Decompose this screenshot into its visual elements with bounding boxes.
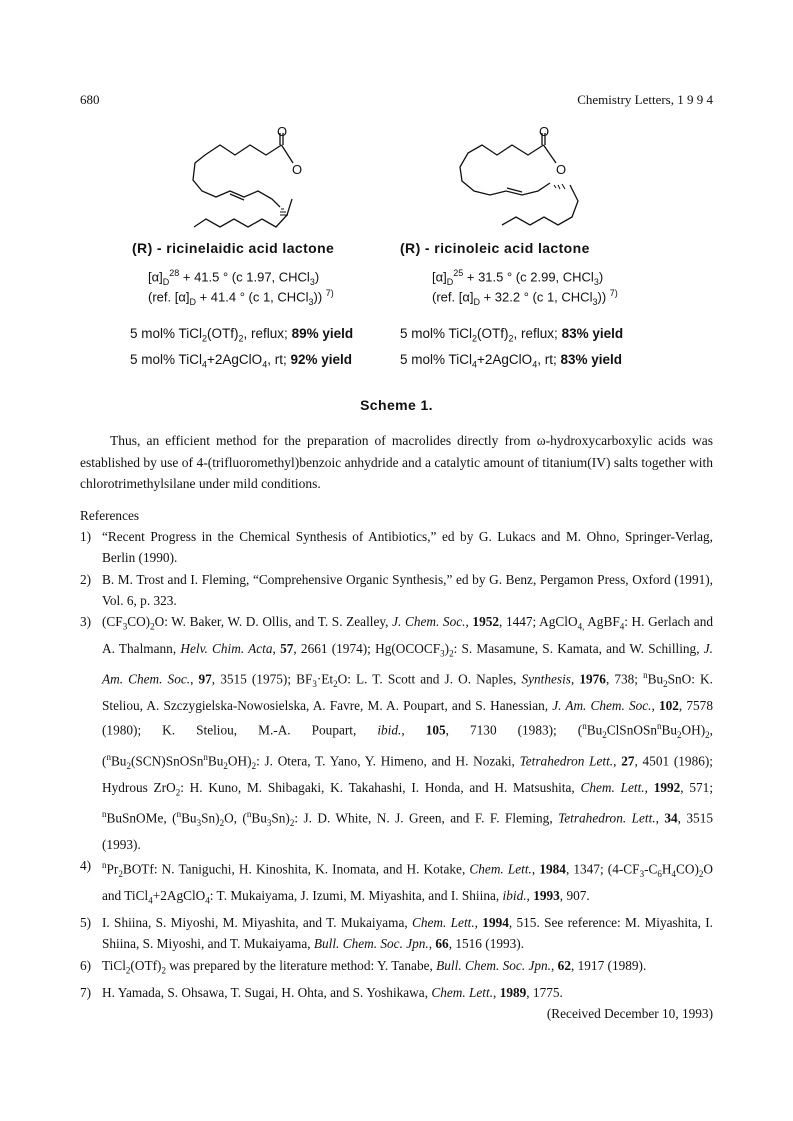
right-compound-name: (R) - ricinoleic acid lactone	[400, 240, 590, 256]
right-rotation: $[\alpha]_D^{25} + 31.5$ ° (c 2.99, CHCl$_3$)	[432, 268, 604, 287]
scheme-caption: Scheme 1.	[360, 397, 433, 413]
references-title: References	[80, 508, 140, 523]
conclusion-paragraph: Thus, an efficient method for the preparation of macrolides directly from ω-hydroxycarboxylic acids was established by use of 4-(trifluoromethyl)benzoic anhydride and a catalytic amount of titanium(IV) salts together with chlorotrimethylsilane under mild conditions.	[80, 433, 713, 491]
journal-running-head: Chemistry Letters, 1 9 9 4	[577, 92, 713, 107]
ricinelaidic-lactone-structure	[180, 125, 340, 235]
reference-item: 4) $^nPr_2BOTf$: N. Taniguchi, H. Kinoshita, K. Inomata, and H. Kotake, Chem. Lett., 1984, 1347; $(4-CF_3-C_6H_4CO)_2O$ and TiCl$_4$+2AgClO$_4$: T. Mukaiyama, J. Izumi, M. Miyashita, and I. Shiina, ibid., 1993, 907.	[80, 858, 713, 907]
right-condition-1: 5 mol% $TiCl_2(OTf)_2$, reflux; 83% yield	[400, 326, 624, 344]
ricinoleic-lactone-structure	[450, 125, 610, 235]
left-reference: (ref. $[\alpha]_D + 41.4$ ° (c 1, CHCl$_3$)) $^{7)}$	[148, 288, 334, 307]
left-rotation: $[\alpha]_D^{28} + 41.5$ ° (c 1.97, CHCl$_3$)	[148, 268, 320, 287]
references-section	[80, 505, 713, 1024]
oxygen-label: O	[556, 162, 567, 177]
right-condition-2: 5 mol% TiCl$_4$+2AgClO$_4$, rt; 83% yield	[400, 352, 622, 370]
reference-item: 5) I. Shiina, S. Miyoshi, M. Miyashita, and T. Mukaiyama, Chem. Lett., 1994, 515. See reference: M. Miyashita, I. Shiina, S. Miyoshi, and T. Mukaiyama, Bull. Chem. Soc. Jpn., 66, 1516 (1993).	[80, 915, 713, 952]
right-reference: (ref. $[\alpha]_D + 32.2$ ° (c 1, CHCl$_3$)) $^{7)}$	[432, 288, 618, 307]
oxygen-label: O	[292, 162, 303, 177]
oxygen-label: O	[539, 125, 550, 139]
left-condition-1: 5 mol% $TiCl_2(OTf)_2$, reflux; 89% yield	[130, 326, 354, 344]
received-date: (Received December 10, 1993)	[546, 1005, 713, 1021]
reference-item: 3) $(CF_3CO)_2O$: W. Baker, W. D. Ollis, and T. S. Zealley, J. Chem. Soc., 1952, 1447; AgClO$_{4,}$ AgBF$_4$: H. Gerlach and A. Thalmann, Helv. Chim. Acta, 57, 2661 (1974); $Hg(OCOCF_3)_2$: S. Masamune, S. Kamata, and W. Schilling, J. Am. Chem. Soc., 97, 3515 (1975); $BF_3\cdot Et_2O$: L. T. Scott and J. O. Naples, Synthesis, 1976, 738; $^nBu_2SnO$: K. Steliou, A. Szczygielska-Nowosielska, A. Favre, M. A. Poupart, and S. Hanessian, J. Am. Chem. Soc., 102, 7578 (1980); K. Steliou, M.-A. Poupart, ibid., 105, 7130 (1983); $(^nBu_2ClSnOSn^nBu_2OH)_2$, $(^nBu_2(SCN)SnOSn^nBu_2OH)_2$: J. Otera, T. Yano, Y. Himeno, and H. Nozaki, Tetrahedron Lett., 27, 4501 (1986); Hydrous ZrO$_2$: H. Kuno, M. Shibagaki, K. Takahashi, I. Honda, and H. Matsushita, Chem. Lett., 1992, 571; $^n$BuSnOMe, $(^nBu_3Sn)_2O$, $(^nBu_3Sn)_2$: J. D. White, N. J. Green, and F. F. Fleming, Tetrahedron. Lett., 34, 3515 (1993).	[80, 614, 714, 852]
page-number: 680	[80, 92, 100, 107]
left-condition-2: 5 mol% TiCl$_4$+2AgClO$_4$, rt; 92% yield	[130, 352, 352, 370]
reference-item: 7) H. Yamada, S. Ohsawa, T. Sugai, H. Ohta, and S. Yoshikawa, Chem. Lett., 1989, 1775.	[80, 984, 563, 1000]
reference-item: 6) $TiCl_2(OTf)_2$ was prepared by the literature method: Y. Tanabe, Bull. Chem. Soc. Jpn., 62, 1917 (1989).	[80, 957, 647, 976]
left-compound-name: (R) - ricinelaidic acid lactone	[132, 240, 335, 256]
reference-item: 2) B. M. Trost and I. Fleming, “Comprehensive Organic Synthesis,” ed by G. Benz, Pergamon Press, Oxford (1991), Vol. 6, p. 323.	[80, 571, 713, 608]
oxygen-label: O	[277, 125, 288, 139]
reference-item: 1) “Recent Progress in the Chemical Synthesis of Antibiotics,” ed by G. Lukacs and M. Ohno, Springer-Verlag, Berlin (1990).	[80, 529, 713, 566]
